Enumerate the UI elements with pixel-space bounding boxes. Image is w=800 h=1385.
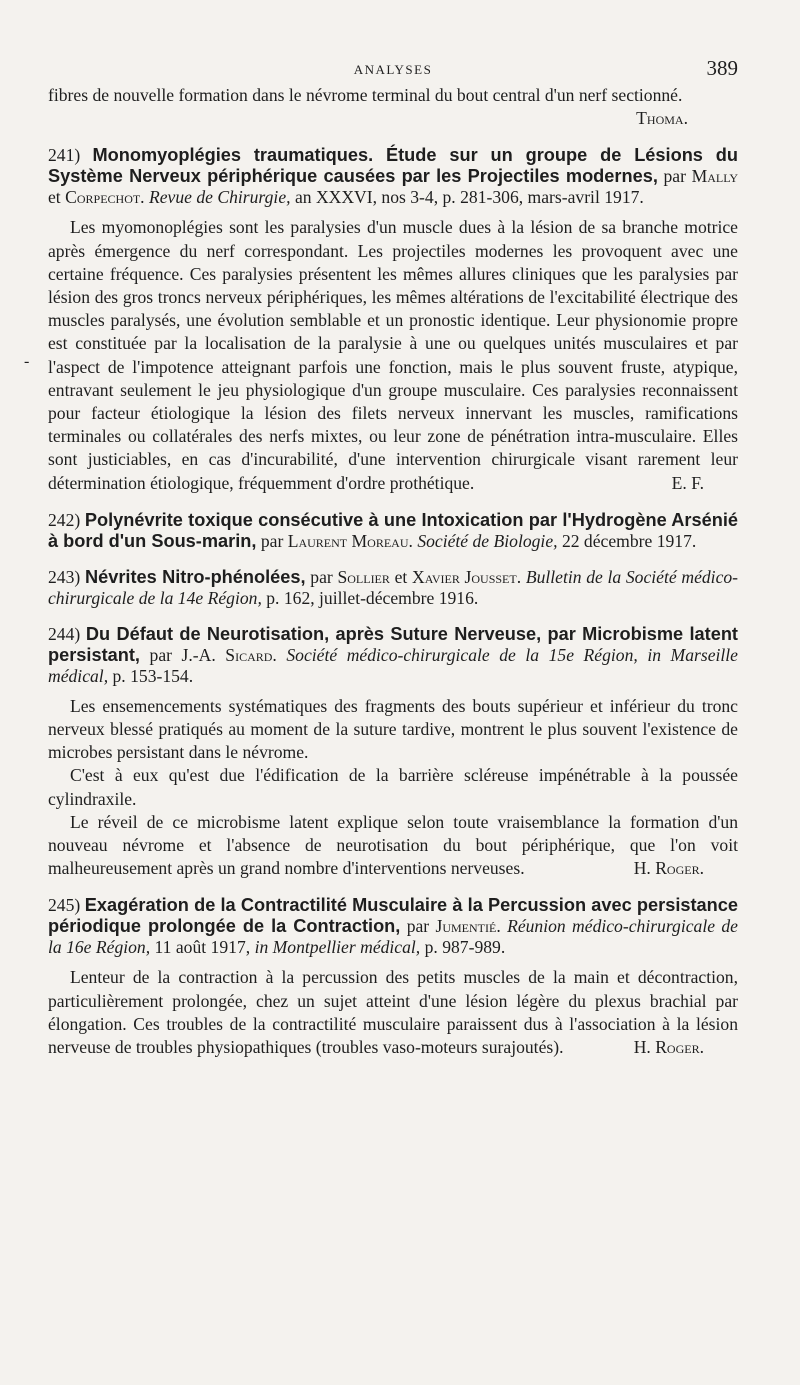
entry-by: par xyxy=(260,530,284,551)
entry-reference: p. 162, juillet-décembre 1916. xyxy=(266,587,479,608)
entry-244-paragraph xyxy=(48,811,738,881)
entry-body-text: Les myomonoplégies sont les paralysies d'un muscle dues à la lésion de sa branche motrice après émergence du nerf correspondant. Les projectiles modernes les provoquent avec une certaine fréquence. Ces paralysies présentent les mêmes allures cliniques que les paralysies par lésion des gros troncs nerveux périphériques, les mêmes altérations de l'excitabilité électrique des muscles paralysés, une évolution semblable et un pronostic identique. Leur physionomie propre est constituée par la localisation de la paralysie à une ou quelques unités musculaires et par l'aspect de l'impotence atteignant parfois une fonction, mais le plus souvent fruste, atypique, entravant seulement le jeu physiologique d'un groupe musculaire. Ces paralysies reconnaissent pour facteur étiologique la lésion des filets nerveux innervant les muscles, ramifications terminales ou collatérales des nerfs mixtes, ou leur zone de pénétration intra-musculaire. Elles sont justiciables, en cas d'incurabilité, d'une intervention chirurgicale visant rarement leur détermination étiologique, fréquemment d'ordre prothétique. xyxy=(48,217,738,493)
entry-reference: p. 987-989. xyxy=(424,937,506,958)
entry-title: Du Défaut de Neurotisation, après Suture Nerveuse, par Microbisme latent persistant, xyxy=(48,623,738,665)
running-title: ANALYSES xyxy=(353,62,433,77)
entry-by: par xyxy=(310,566,333,587)
entry-body-text: Le réveil de ce microbisme latent explique selon toute vraisemblance la formation d'un nouveau névrome et l'absence de neurotisation du bout périphérique, que l'on voit malheureusement après un grand nombre d'interventions nerveuses. xyxy=(48,811,738,879)
entry-title: Névrites Nitro-phénolées, xyxy=(84,566,306,587)
entry-source: Réunion médico-chirurgicale de la 16e Région, xyxy=(48,916,738,958)
entry-243 xyxy=(48,567,738,609)
entry-author: Mally xyxy=(691,166,739,187)
intro-text: fibres de nouvelle formation dans le névrome terminal du bout central d'un nerf sectionné. xyxy=(48,85,683,105)
entry-author: Sollier xyxy=(337,566,390,587)
entry-244-paragraph: C'est à eux qu'est due l'édification de la barrière scléreuse impénétrable à la poussée cylindraxile. xyxy=(48,765,738,809)
entry-number: 243) xyxy=(48,566,81,587)
margin-mark: - xyxy=(24,353,30,370)
page-number: 389 xyxy=(706,56,738,80)
entry-number: 244) xyxy=(48,623,81,644)
entry-245-body xyxy=(48,966,738,1059)
entry-number: 245) xyxy=(48,895,81,916)
entry-title: Exagération de la Contractilité Musculaire à la Percussion avec persistance périodique prolongée de la Contraction, xyxy=(48,895,738,937)
entry-242 xyxy=(48,510,738,552)
entry-reference: 11 août 1917, xyxy=(154,937,251,958)
entry-reference: 22 décembre 1917. xyxy=(561,530,697,551)
entry-number: 242) xyxy=(48,509,81,530)
entry-source: Société de Biologie, xyxy=(417,530,558,551)
entry-source: Bulletin de la Société médico-chirurgicale de la 14e Région, xyxy=(48,566,739,608)
entry-title: Polynévrite toxique consécutive à une Intoxication par l'Hydrogène Arsénié à bord d'un Sous-marin, xyxy=(48,509,738,551)
entry-signature: E. F. xyxy=(671,472,704,493)
entry-by: par xyxy=(149,644,172,665)
entry-source: Revue de Chirurgie, xyxy=(149,187,291,208)
entry-241-body xyxy=(48,216,738,494)
entry-source: Société médico-chirurgicale de la 15e Région, in Marseille médical, xyxy=(48,644,738,686)
entry-author: Corpechot. xyxy=(65,187,145,208)
entry-signature: H. Roger. xyxy=(633,858,704,879)
entry-title: Monomyoplégies traumatiques. Étude sur un groupe de Lésions du Système Nerveux périphérique causées par les Projectiles modernes, xyxy=(48,145,739,187)
entry-author: Jumentié. xyxy=(435,916,501,937)
entry-source: in Montpellier médical, xyxy=(254,937,421,958)
entry-244-paragraph: Les ensemencements systématiques des fragments des bouts supérieur et inférieur du tronc nerveux blessé pratiqués au moment de la suture tardive, montrent le plus souvent l'existence de microbes persistant dans le névrome. xyxy=(48,695,738,763)
entry-241 xyxy=(48,145,738,208)
entry-body-text: Lenteur de la contraction à la percussion des petits muscles de la main et décontraction, particulièrement prolongée, chez un sujet atteint d'une lésion légère du plexus brachial par élongation. Ces troubles de la contractilité musculaire paraissent dus à l'association à la lésion nerveuse de troubles physiopathiques (troubles vaso-moteurs surajoutés). xyxy=(48,967,738,1058)
intro-signature: Thoma. xyxy=(636,108,688,129)
entry-and: et xyxy=(394,566,408,587)
entry-author: Xavier Jousset. xyxy=(412,566,522,587)
entry-reference: p. 153-154. xyxy=(112,665,194,686)
intro-paragraph xyxy=(48,84,738,130)
entry-244 xyxy=(48,624,738,687)
entry-signature: H. Roger. xyxy=(633,1037,704,1058)
running-head xyxy=(48,54,738,84)
entry-author: J.-A. Sicard. xyxy=(181,644,277,665)
entry-by: par xyxy=(406,916,430,937)
page xyxy=(48,54,738,1059)
entry-number: 241) xyxy=(48,145,81,166)
entry-245 xyxy=(48,895,738,958)
entry-author: Laurent Moreau. xyxy=(287,530,413,551)
entry-and: et xyxy=(48,187,61,208)
entry-by: par xyxy=(663,166,686,187)
entry-reference: an XXXVI, nos 3-4, p. 281-306, mars-avril 1917. xyxy=(294,187,644,208)
